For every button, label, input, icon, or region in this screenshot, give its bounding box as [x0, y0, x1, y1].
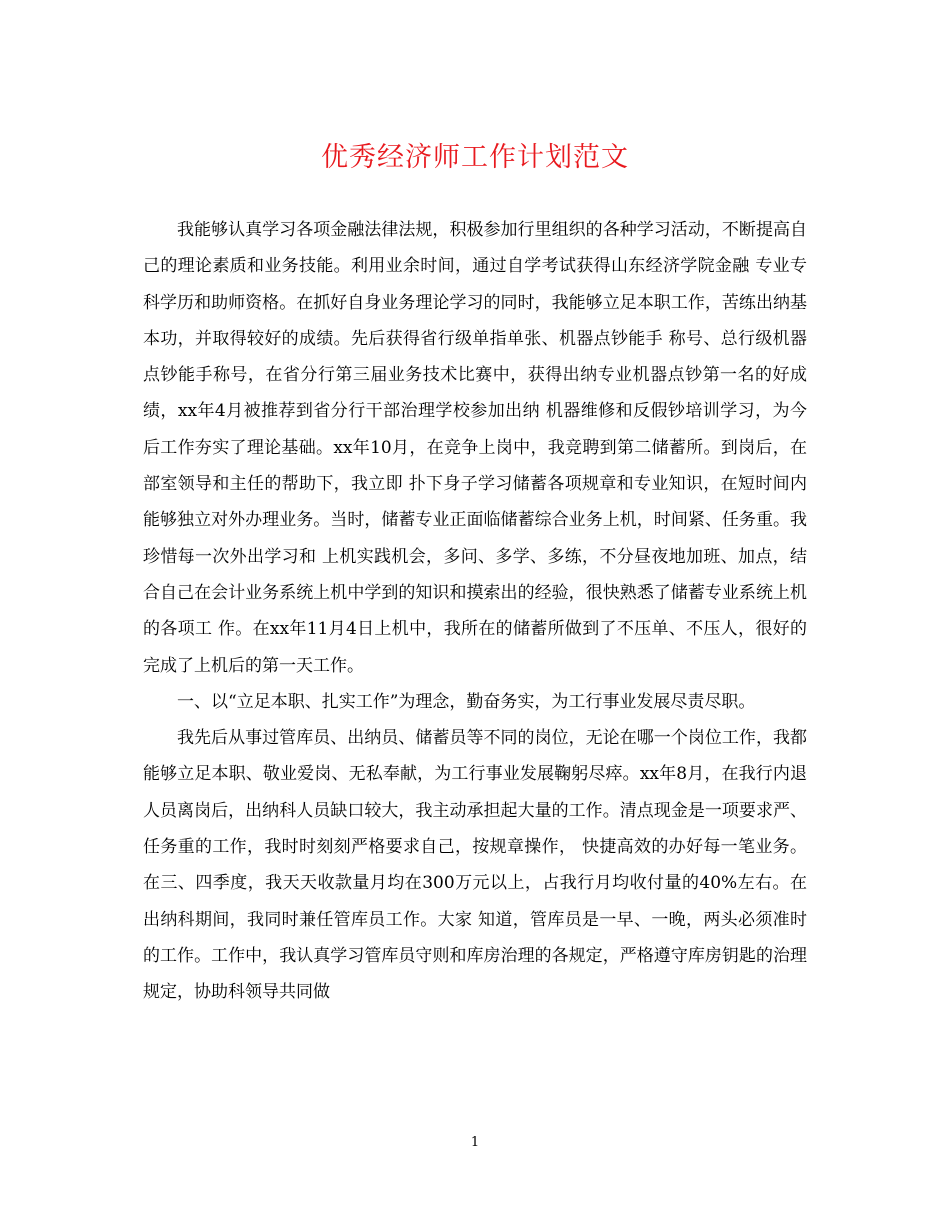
document-body	[143, 212, 807, 1011]
page-number: 1	[470, 1135, 480, 1150]
paragraph-positions: 我先后从事过管库员、出纳员、储蓄员等不同的岗位，无论在哪一个岗位工作，我都能够立足本职、敬业爱岗、无私奉献，为工行事业发展鞠躬尽瘁。xx年8月，在我行内退人员离岗后，出纳科人员缺口较大，我主动承担起大量的工作。清点现金是一项要求严、任务重的工作，我时时刻刻严格要求自己，按规章操作， 快捷高效的办好每一笔业务。在三、四季度，我天天收款量月均在300万元以上，占我行月均收付量的40%左右。在出纳科期间，我同时兼任管库员工作。大家 知道，管库员是一早、一晚，两头必须准时的工作。工作中，我认真学习管库员守则和库房治理的各规定，严格遵守库房钥匙的治理规定，协助科领导共同做	[143, 728, 807, 1003]
page-title: 优秀经济师工作计划范文	[321, 142, 629, 173]
paragraph-intro: 我能够认真学习各项金融法律法规，积极参加行里组织的各种学习活动，不断提高自己的理论素质和业务技能。利用业余时间，通过自学考试获得山东经济学院金融 专业专科学历和助师资格。在抓好自身业务理论学习的同时，我能够立足本职工作，苦练出纳基本功，并取得较好的成绩。先后获得省行级单指单张、机器点钞能手 称号、总行级机器点钞能手称号，在省分行第三届业务技术比赛中，获得出纳专业机器点钞第一名的好成绩，xx年4月被推荐到省分行干部治理学校参加出纳 机器维修和反假钞培训学习，为今后工作夯实了理论基础。xx年10月，在竞争上岗中，我竞聘到第二储蓄所。到岗后，在部室领导和主任的帮助下，我立即 扑下身子学习储蓄各项规章和专业知识，在短时间内能够独立对外办理业务。当时，储蓄专业正面临储蓄综合业务上机，时间紧、任务重。我珍惜每一次外出学习和 上机实践机会，多问、多学、多练，不分昼夜地加班、加点，结合自己在会计业务系统上机中学到的知识和摸索出的经验，很快熟悉了储蓄专业系统上机的各项工 作。在xx年11月4日上机中，我所在的储蓄所做到了不压单、不压人，很好的完成了上机后的第一天工作。	[143, 220, 807, 676]
paragraph-heading-one: 一、以“立足本职、扎实工作”为理念，勤奋务实，为工行事业发展尽责尽职。	[177, 691, 756, 712]
